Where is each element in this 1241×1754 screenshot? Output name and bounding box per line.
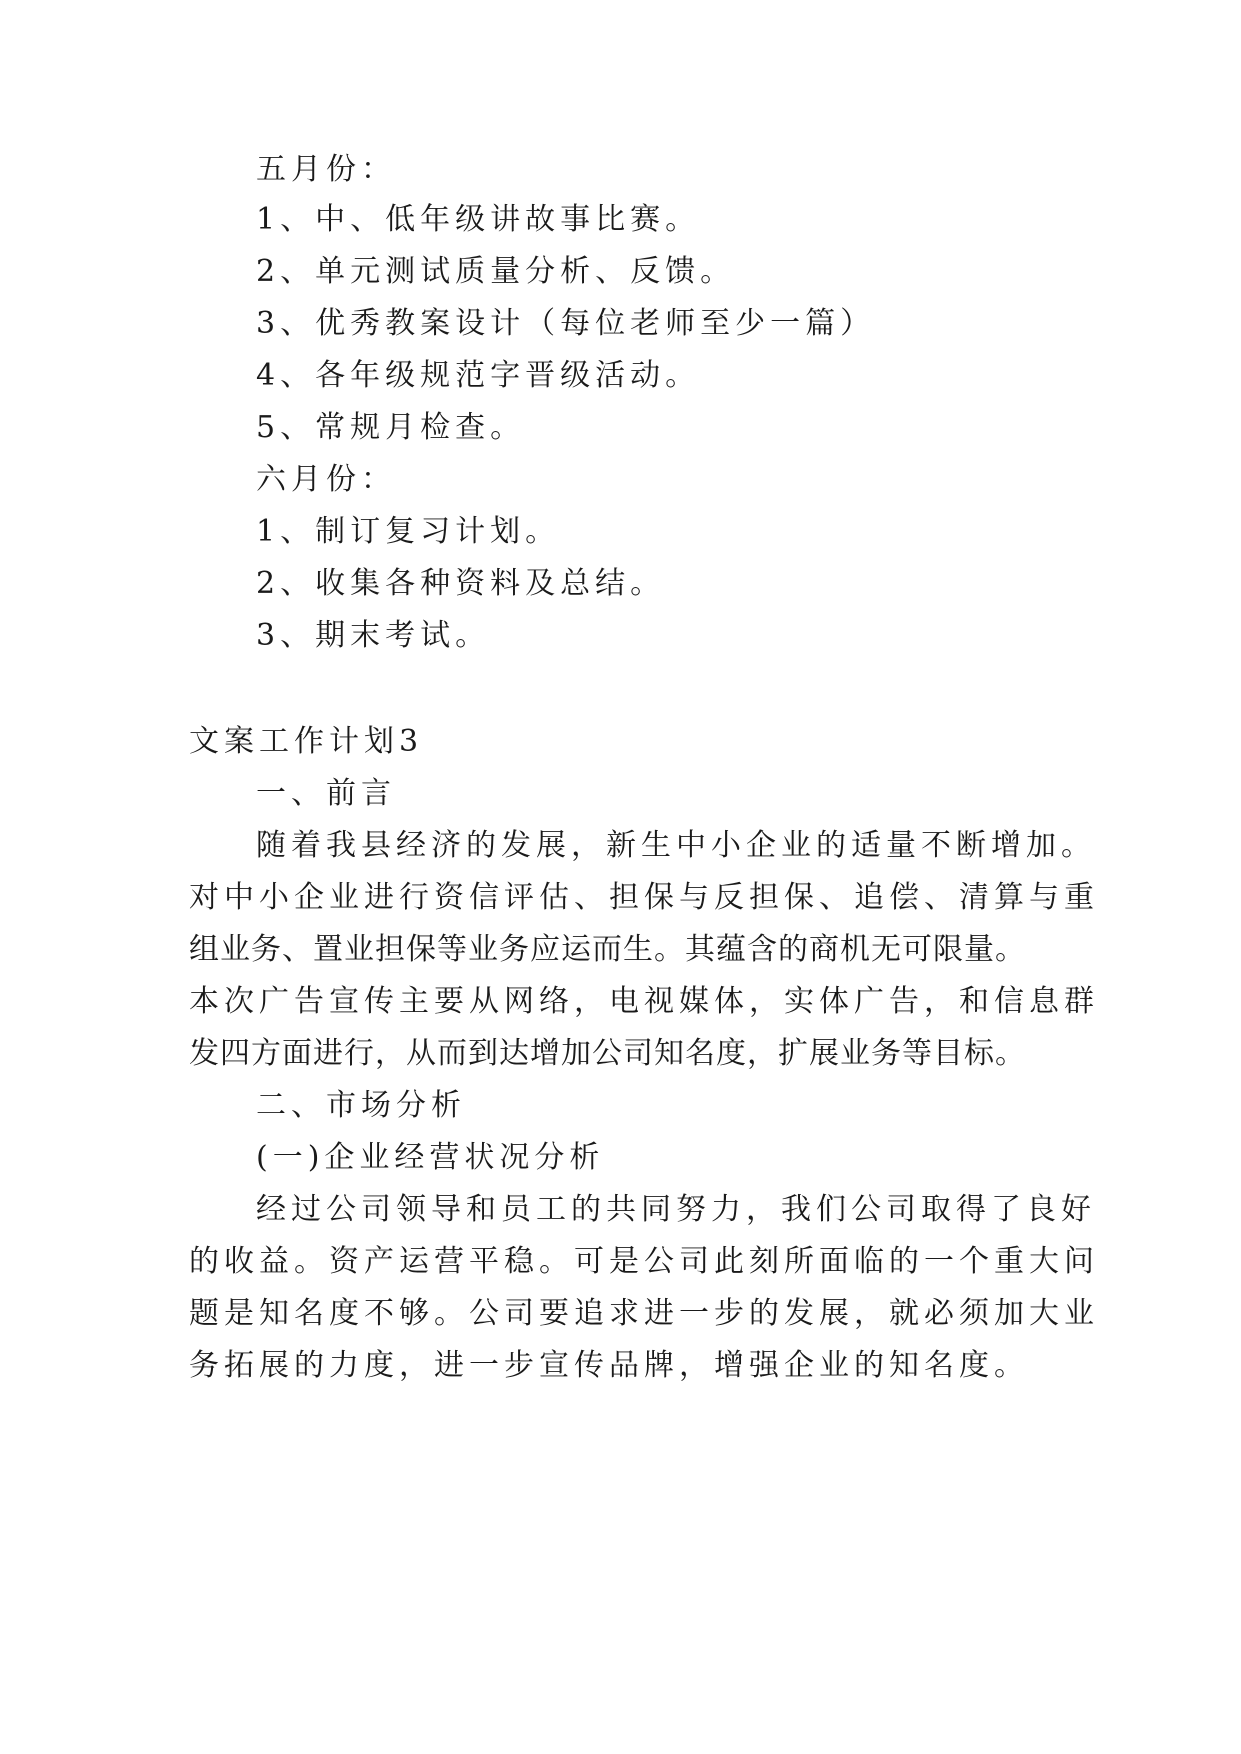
subsection1-heading: (一)企业经营状况分析 xyxy=(256,1140,605,1175)
section-title: 文案工作计划3 xyxy=(189,724,424,759)
subsection1-paragraph-line-4: 务拓展的力度，进一步宣传品牌，增强企业的知名度。 xyxy=(189,1348,1029,1383)
section1-paragraph-line-1: 随着我县经济的发展，新生中小企业的适量不断增加。 xyxy=(256,828,1096,863)
june-heading: 六月份： xyxy=(256,462,396,497)
section1-paragraph-line-3: 组业务、置业担保等业务应运而生。其蕴含的商机无可限量。 xyxy=(189,932,1026,967)
june-item-2: 2、收集各种资料及总结。 xyxy=(256,566,666,601)
june-item-1: 1、制订复习计划。 xyxy=(256,514,561,549)
june-item-3: 3、期末考试。 xyxy=(256,618,491,653)
subsection1-paragraph-line-1: 经过公司领导和员工的共同努力，我们公司取得了良好 xyxy=(256,1192,1096,1227)
may-item-1: 1、中、低年级讲故事比赛。 xyxy=(256,202,701,237)
may-item-5: 5、常规月检查。 xyxy=(256,410,526,445)
section1-heading: 一、前言 xyxy=(256,776,396,811)
subsection1-paragraph-line-3: 题是知名度不够。公司要追求进一步的发展，就必须加大业 xyxy=(189,1296,1099,1331)
section1-paragraph-line-4: 本次广告宣传主要从网络，电视媒体，实体广告，和信息群 xyxy=(189,984,1099,1019)
may-item-2: 2、单元测试质量分析、反馈。 xyxy=(256,254,736,289)
subsection1-paragraph-line-2: 的收益。资产运营平稳。可是公司此刻所面临的一个重大问 xyxy=(189,1244,1099,1279)
may-item-4: 4、各年级规范字晋级活动。 xyxy=(256,358,701,393)
may-heading: 五月份： xyxy=(256,152,396,187)
section1-paragraph-line-5: 发四方面进行，从而到达增加公司知名度，扩展业务等目标。 xyxy=(189,1036,1026,1071)
may-item-3: 3、优秀教案设计（每位老师至少一篇） xyxy=(256,306,876,341)
section2-heading: 二、市场分析 xyxy=(256,1088,466,1123)
section1-paragraph-line-2: 对中小企业进行资信评估、担保与反担保、追偿、清算与重 xyxy=(189,880,1099,915)
